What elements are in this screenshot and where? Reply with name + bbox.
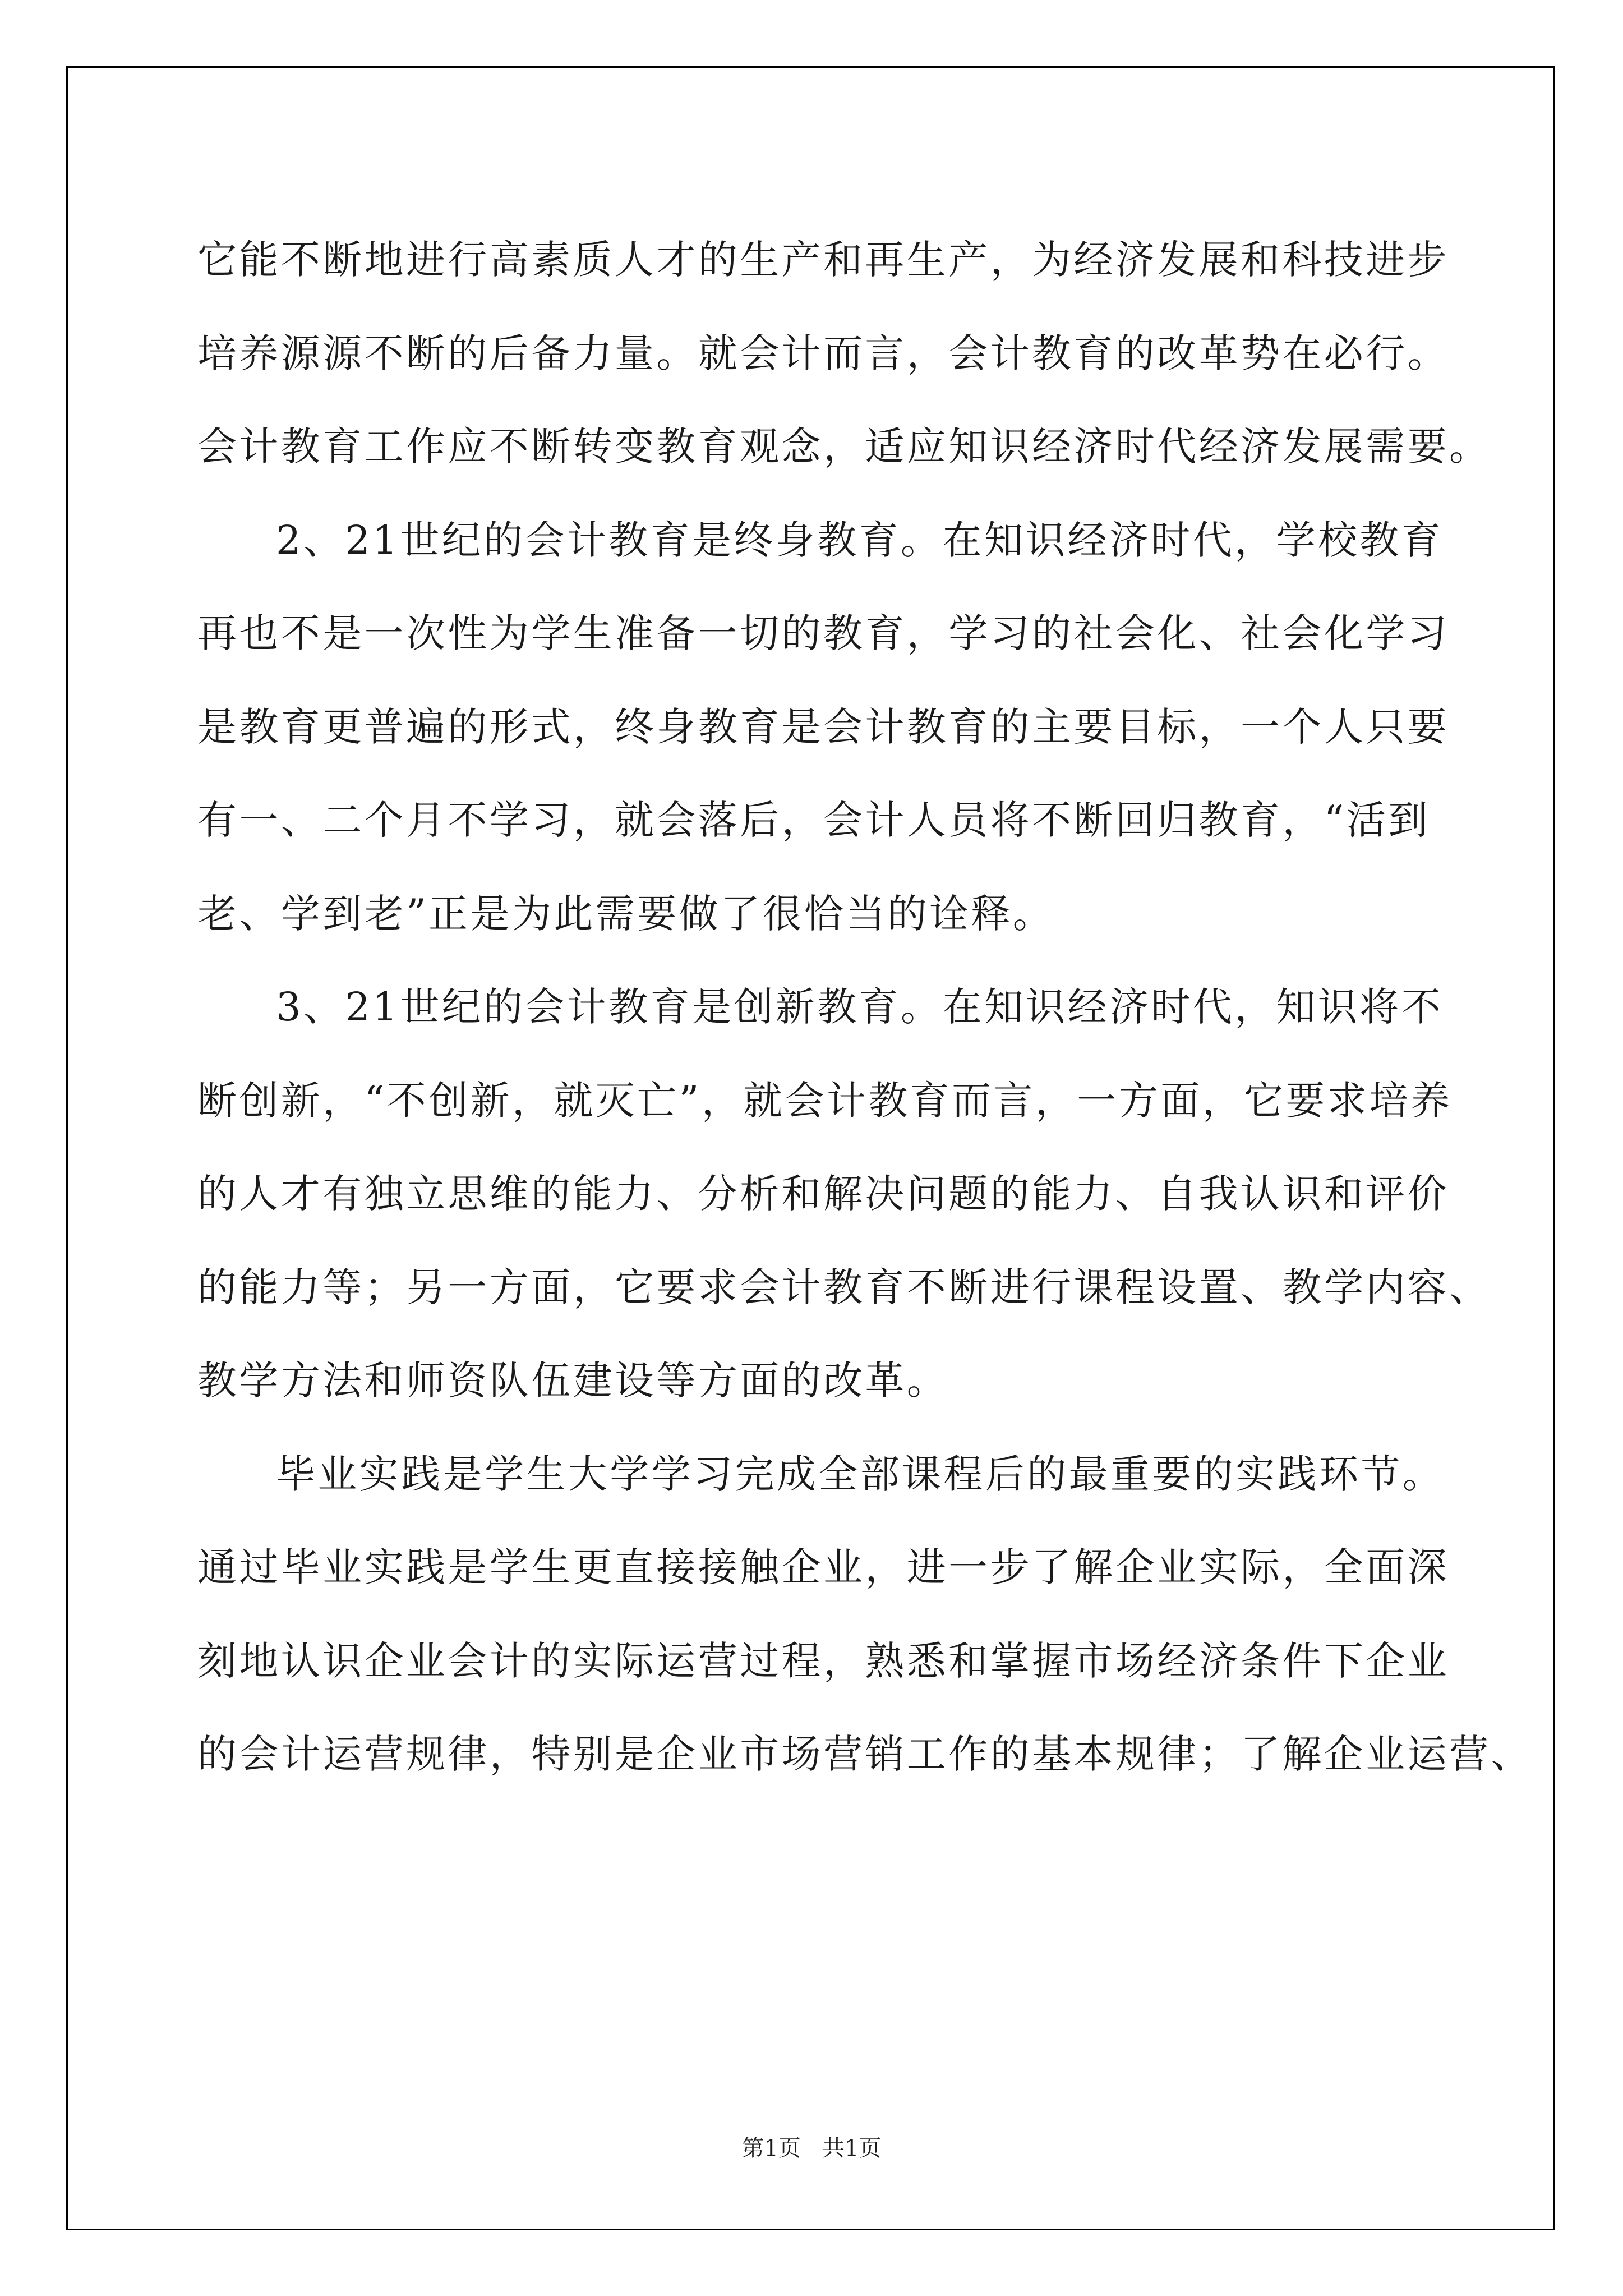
text-line: 会计教育工作应不断转变教育观念，适应知识经济时代经济发展需要。 xyxy=(197,424,1491,470)
text-line: 它能不断地进行高素质人才的生产和再生产，为经济发展和科技进步 xyxy=(197,237,1449,283)
text-line: 通过毕业实践是学生更直接接触企业，进一步了解企业实际，全面深 xyxy=(197,1544,1449,1590)
text-line: 老、学到老”正是为此需要做了很恰当的诠释。 xyxy=(197,890,1055,937)
text-line: 教学方法和师资队伍建设等方面的改革。 xyxy=(197,1358,949,1404)
text-line: 刻地认识企业会计的实际运营过程，熟悉和掌握市场经济条件下企业 xyxy=(197,1637,1449,1684)
text-line: 的会计运营规律，特别是企业市场营销工作的基本规律；了解企业运营、 xyxy=(197,1731,1533,1777)
text-line: 培养源源不断的后备力量。就会计而言，会计教育的改革势在必行。 xyxy=(197,330,1449,376)
text-line: 有一、二个月不学习，就会落后，会计人员将不断回归教育，“活到 xyxy=(197,797,1430,843)
text-line: 的人才有独立思维的能力、分析和解决问题的能力、自我认识和评价 xyxy=(197,1171,1449,1217)
paragraph-start-line: 3、21世纪的会计教育是创新教育。在知识经济时代，知识将不 xyxy=(276,984,1444,1030)
text-line: 是教育更普遍的形式，终身教育是会计教育的主要目标，一个人只要 xyxy=(197,703,1449,750)
text-line: 断创新，“不创新，就灭亡”，就会计教育而言，一方面，它要求培养 xyxy=(197,1077,1453,1124)
paragraph-start-line: 2、21世纪的会计教育是终身教育。在知识经济时代，学校教育 xyxy=(276,517,1444,563)
text-line: 再也不是一次性为学生准备一切的教育，学习的社会化、社会化学习 xyxy=(197,610,1449,656)
paragraph-start-line: 毕业实践是学生大学学习完成全部课程后的最重要的实践环节。 xyxy=(276,1451,1445,1497)
document-body xyxy=(197,213,1533,1801)
text-line: 的能力等；另一方面，它要求会计教育不断进行课程设置、教学内容、 xyxy=(197,1264,1491,1310)
page-number-footer: 第1页 共1页 xyxy=(741,2136,882,2161)
